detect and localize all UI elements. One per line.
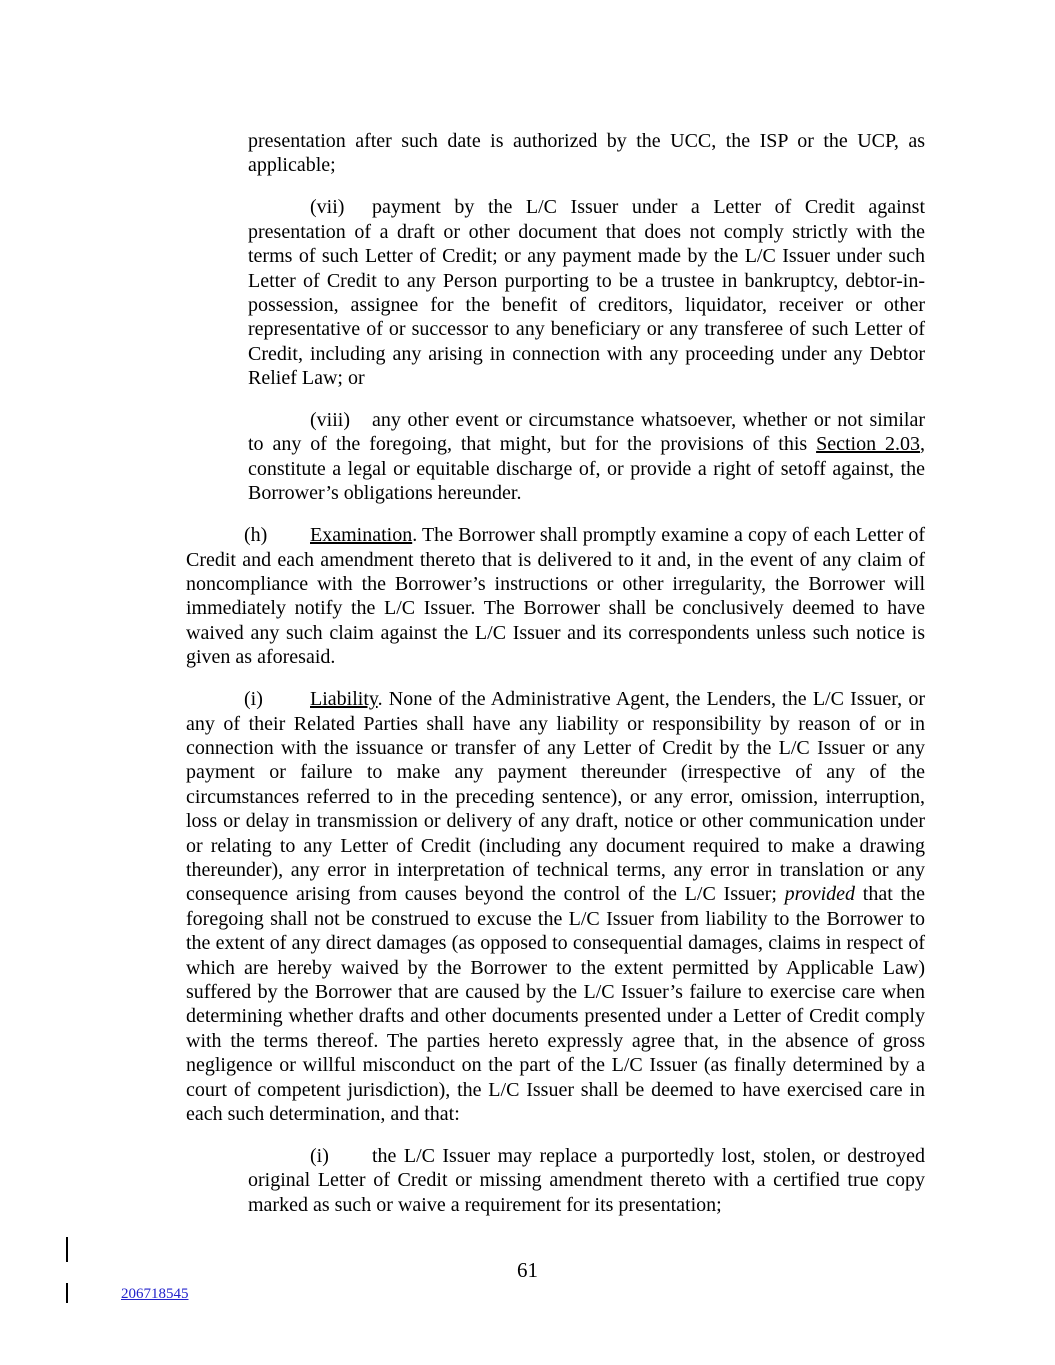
paragraph-text: payment by the L/C Issuer under a Letter of Credit against presentation of a draft or other document that does not comply strictly with the terms of such Letter of Credit; or any payment made by the L/C Issuer under such Letter of Credit to any Person purporting to be a trustee in bankruptcy, debtor-in-possession, assignee for the benefit of creditors, liquidator, receiver or other representative of or successor to any beneficiary or any transferee of such Letter of Credit, including any arising in connection with any proceeding under any Debtor Relief Law; or — [248, 196, 925, 390]
clause-heading-examination: Examination — [310, 524, 413, 547]
paragraph-clause-h — [186, 523, 925, 669]
proviso-term: provided — [784, 883, 856, 906]
clause-label-vii: (vii) — [310, 196, 345, 219]
paragraph-clause-i-sub — [248, 1144, 925, 1217]
paragraph-clause-viii — [248, 408, 925, 506]
paragraph-text: . None of the Administrative Agent, the Lenders, the L/C Issuer, or any of their Related Parties shall have any liability or responsibility by reason of or in connection with the issuance or transfer of any Letter of Credit by the L/C Issuer or any payment or failure to make any payment thereunder (irrespective of any of the circumstances referred to in the preceding sentence), or any error, omission, interruption, loss or delay in transmission or delivery of any draft, notice or other communication under or relating to any Letter of Credit (including any document required to make a drawing thereunder), any error in interpretation of technical terms, any error in translation or any consequence arising from causes beyond the control of the L/C Issuer; — [186, 688, 925, 906]
clause-label-viii: (viii) — [310, 409, 350, 432]
clause-label-i-sub: (i) — [310, 1144, 329, 1167]
document-id-link[interactable]: 206718545 — [121, 1286, 189, 1302]
document-content — [186, 129, 925, 1217]
paragraph-text: , constitute a legal or equitable discharge of, or provide a right of setoff against, the Borrower’s obligations hereunder. — [248, 433, 925, 505]
clause-label-h: (h) — [244, 524, 268, 547]
paragraph-continuation — [248, 129, 925, 178]
paragraph-text: that the foregoing shall not be construed to excuse the L/C Issuer from liability to the Borrower to the extent of any direct damages (as opposed to consequential damages, claims in respect of which are hereby waived by the Borrower to the extent permitted by Applicable Law) suffered by the Borrower that are caused by the L/C Issuer’s failure to exercise care when determining whether drafts and other documents presented under a Letter of Credit comply with the terms thereof. The parties hereto expressly agree that, in the absence of gross negligence or willful misconduct on the part of the L/C Issuer (as finally determined by a court of competent jurisdiction), the L/C Issuer shall be deemed to have exercised care in each such determination, and that: — [186, 883, 925, 1126]
paragraph-text: any other event or circumstance whatsoever, whether or not similar to any of the foregoing, that might, but for the provisions of this — [248, 409, 925, 456]
paragraph-text: presentation after such date is authorized by the UCC, the ISP or the UCP, as applicable; — [248, 130, 925, 177]
margin-change-bar — [66, 1283, 68, 1303]
page-number: 61 — [517, 1258, 538, 1282]
paragraph-text: . The Borrower shall promptly examine a copy of each Letter of Credit and each amendment thereto that is delivered to it and, in the event of any claim of noncompliance with the Borrower’s instructions or other irregularity, the Borrower will immediately notify the L/C Issuer. The Borrower shall be conclusively deemed to have waived any such claim against the L/C Issuer and its correspondents unless such notice is given as aforesaid. — [186, 524, 925, 669]
paragraph-clause-i-liability — [186, 687, 925, 1126]
paragraph-clause-vii — [248, 195, 925, 390]
section-reference: Section 2.03 — [816, 433, 920, 456]
clause-heading-liability: Liability — [310, 688, 378, 711]
paragraph-text: the L/C Issuer may replace a purportedly lost, stolen, or destroyed original Letter of Credit or missing amendment thereto with a certified true copy marked as such or waive a requirement for its presentation; — [248, 1144, 925, 1216]
clause-label-i: (i) — [244, 688, 263, 711]
